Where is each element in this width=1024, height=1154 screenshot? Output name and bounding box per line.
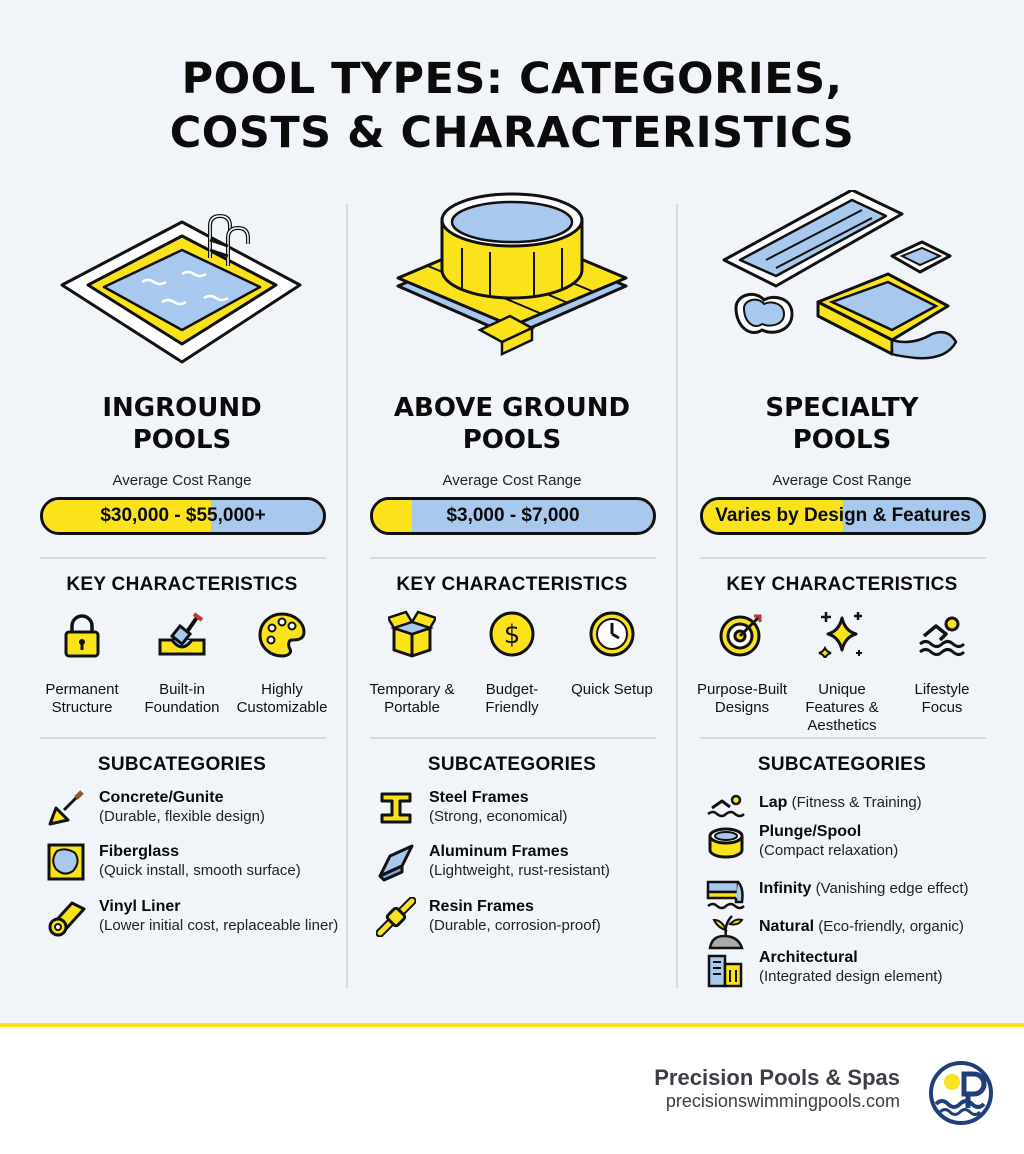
cost-range-bar [700, 497, 986, 535]
characteristic-label: Permanent Structure [45, 681, 119, 716]
subcategory-name: Concrete/Gunite [99, 789, 224, 806]
section-divider [370, 557, 656, 559]
subcategory-name: Fiberglass [99, 843, 180, 860]
title-line-2: COSTS & CHARACTERISTICS [169, 108, 855, 158]
above-ground-column [362, 190, 662, 990]
characteristic-item [132, 610, 232, 717]
subcategories-heading: SUBCATEGORIES [757, 754, 927, 775]
subcategory-name: Natural [759, 918, 815, 935]
subcategory-desc: (Durable, flexible design) [99, 808, 265, 825]
subcategory-desc: (Lightweight, rust-resistant) [429, 862, 610, 879]
subcategory-name: Architectural [759, 949, 858, 966]
pool-type-suffix: POOLS [462, 425, 562, 455]
section-divider [700, 737, 986, 739]
inground-column [32, 190, 339, 990]
clock-icon [588, 610, 636, 658]
characteristic-label: Lifestyle Focus [914, 681, 970, 716]
section-divider [370, 737, 656, 739]
brand-name: Precision Pools & Spas [654, 1065, 900, 1090]
column-divider [346, 204, 348, 988]
subcategory-name: Infinity [759, 880, 812, 897]
characteristic-label: Temporary & Portable [369, 681, 455, 716]
column-divider [676, 204, 678, 988]
resin-joint-icon [376, 897, 416, 937]
subcategories-heading: SUBCATEGORIES [427, 754, 597, 775]
website-url: precisionswimmingpools.com [665, 1091, 900, 1111]
plunge-tub-icon [706, 822, 746, 862]
cost-range-value: $30,000 - $55,000+ [100, 505, 266, 526]
subcategory-desc: (Integrated design element) [759, 968, 943, 985]
key-characteristics-heading: KEY CHARACTERISTICS [396, 574, 628, 595]
subcategory-desc: (Durable, corrosion-proof) [429, 917, 601, 934]
characteristics-row [362, 610, 662, 720]
subcategory-desc: (Quick install, smooth surface) [99, 862, 301, 879]
characteristic-item [232, 610, 332, 717]
section-divider [40, 557, 326, 559]
cost-label: Average Cost Range [442, 472, 582, 489]
title-line-1: POOL TYPES: CATEGORIES, [181, 54, 843, 104]
subcategory-name: Plunge/Spool [759, 823, 862, 840]
characteristic-label: Unique Features & Aesthetics [805, 681, 879, 734]
dollar-coin-icon [488, 610, 536, 658]
subcategory-desc: (Vanishing edge effect) [815, 880, 969, 897]
cost-range-bar [370, 497, 656, 535]
pool-type-suffix: POOLS [132, 425, 232, 455]
cost-range-value: Varies by Design & Features [715, 505, 971, 526]
fiberglass-panel-icon [46, 842, 86, 882]
vinyl-roll-icon [46, 897, 86, 937]
cost-range-value: $3,000 - $7,000 [446, 505, 580, 526]
section-divider [700, 557, 986, 559]
pool-type-name: INGROUND [102, 393, 262, 423]
target-icon [718, 610, 766, 658]
pool-type-name: SPECIALTY [765, 393, 919, 423]
swimmer-icon [918, 610, 966, 658]
key-characteristics-heading: KEY CHARACTERISTICS [726, 574, 958, 595]
subcategory-desc: (Fitness & Training) [791, 794, 922, 811]
aluminum-bar-icon [376, 842, 416, 882]
pool-type-title [692, 392, 992, 456]
subcategory-desc: (Compact relaxation) [759, 842, 899, 859]
svg-text:$: $ [503, 620, 521, 650]
characteristic-item [892, 610, 992, 717]
subcategories-heading: SUBCATEGORIES [97, 754, 267, 775]
natural-plant-icon [706, 912, 746, 952]
subcategory-name: Lap [759, 794, 788, 811]
pool-type-title [362, 392, 662, 456]
characteristics-row [692, 610, 992, 734]
characteristic-label: Quick Setup [571, 681, 653, 698]
infinity-edge-icon [706, 874, 746, 914]
inground-pool-illustration [32, 190, 332, 380]
page-title [0, 52, 1024, 160]
key-characteristics-heading: KEY CHARACTERISTICS [66, 574, 298, 595]
subcategory-name: Aluminum Frames [429, 843, 569, 860]
pp-wave-logo-icon [928, 1060, 994, 1126]
steel-beam-icon [376, 788, 416, 828]
cost-label: Average Cost Range [772, 472, 912, 489]
building-icon [706, 948, 746, 988]
above-ground-pool-illustration [362, 190, 662, 380]
pool-type-name: ABOVE GROUND [393, 393, 631, 423]
characteristic-label: Highly Customizable [236, 681, 328, 716]
subcategory-name: Vinyl Liner [99, 898, 181, 915]
cost-label: Average Cost Range [112, 472, 252, 489]
characteristic-label: Purpose-Built Designs [696, 681, 788, 716]
characteristic-item [792, 610, 892, 735]
characteristic-item [462, 610, 562, 717]
subcategory-desc: (Lower initial cost, replaceable liner) [99, 917, 339, 934]
subcategory-name: Steel Frames [429, 789, 529, 806]
subcategory-desc: (Eco-friendly, organic) [818, 918, 964, 935]
padlock-icon [58, 610, 106, 658]
box-icon [388, 610, 436, 658]
subcategory-desc: (Strong, economical) [429, 808, 568, 825]
specialty-pools-illustration [692, 190, 992, 380]
specialty-column [692, 190, 992, 990]
section-divider [40, 737, 326, 739]
palette-icon [258, 610, 306, 658]
characteristic-item [32, 610, 132, 717]
pool-type-suffix: POOLS [792, 425, 892, 455]
trowel-icon [46, 788, 86, 828]
characteristic-label: Budget-Friendly [485, 681, 539, 716]
cost-range-bar [40, 497, 326, 535]
pool-type-title [32, 392, 332, 456]
characteristic-item [362, 610, 462, 717]
subcategory-name: Resin Frames [429, 898, 534, 915]
sparkle-icon [818, 610, 866, 658]
characteristic-item [562, 610, 662, 699]
characteristic-item [692, 610, 792, 717]
shovel-icon [158, 610, 206, 658]
characteristic-label: Built-in Foundation [144, 681, 220, 716]
characteristics-row [32, 610, 332, 720]
